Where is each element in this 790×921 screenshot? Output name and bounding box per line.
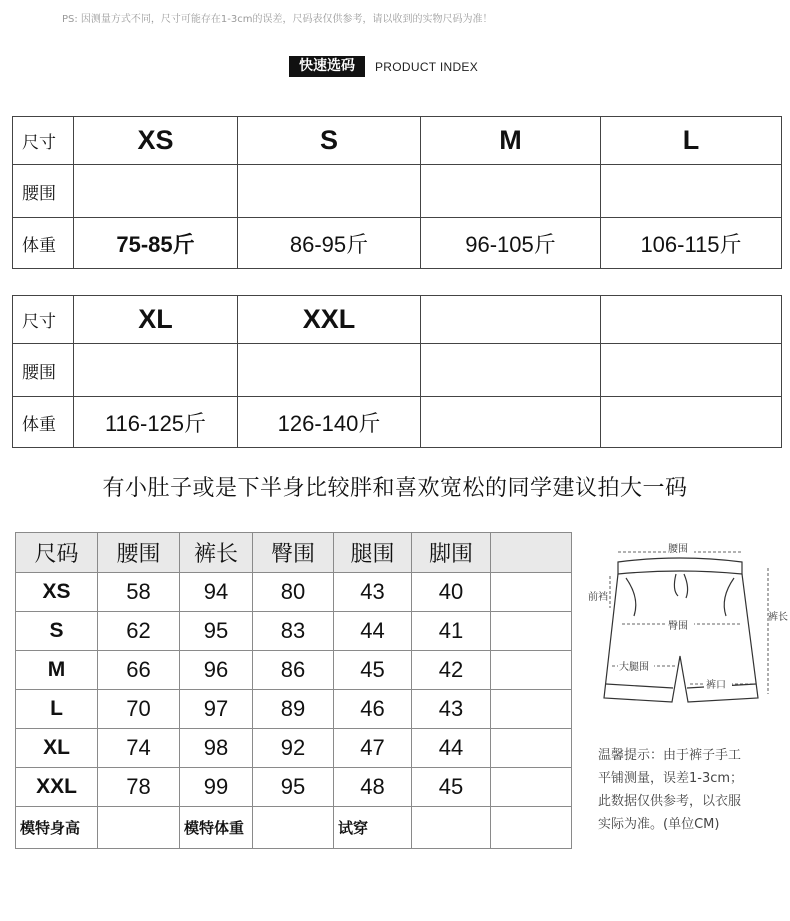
size-label: 尺寸 xyxy=(13,117,74,165)
thigh-value: 43 xyxy=(334,573,412,612)
hem-value: 43 xyxy=(412,690,491,729)
empty-cell xyxy=(491,651,572,690)
waist-cell xyxy=(421,165,601,218)
waist-value: 74 xyxy=(98,729,180,768)
hem-value: 44 xyxy=(412,729,491,768)
header-thigh: 腿围 xyxy=(334,533,412,573)
try-on-label: 试穿 xyxy=(334,807,412,849)
length-value: 98 xyxy=(180,729,253,768)
size-row xyxy=(13,117,782,165)
drawstring xyxy=(674,574,687,598)
header-hip: 臀围 xyxy=(253,533,334,573)
waist-label: 腰围 xyxy=(13,344,74,397)
waist-value: 78 xyxy=(98,768,180,807)
weight-cell: 106-115斤 xyxy=(601,218,782,269)
waist-value: 58 xyxy=(98,573,180,612)
header-waist: 腰围 xyxy=(98,533,180,573)
size-cell: XS xyxy=(74,117,238,165)
hem-value: 42 xyxy=(412,651,491,690)
hip-value: 83 xyxy=(253,612,334,651)
thigh-diagram-label: 大腿围 xyxy=(619,662,649,673)
hem-value: 41 xyxy=(412,612,491,651)
try-on-value xyxy=(412,807,491,849)
thigh-value: 48 xyxy=(334,768,412,807)
hip-value: 86 xyxy=(253,651,334,690)
hem-value: 40 xyxy=(412,573,491,612)
shorts-outline xyxy=(604,574,758,702)
length-value: 96 xyxy=(180,651,253,690)
table-row xyxy=(16,612,572,651)
rise-diagram-label: 前裆 xyxy=(588,592,608,603)
tip-line: 平铺测量，误差1-3cm； xyxy=(598,771,744,786)
table-row xyxy=(16,573,572,612)
tip-line: 实际为准。(单位CM) xyxy=(598,817,720,832)
waist-diagram-label: 腰围 xyxy=(668,544,688,555)
waist-value: 62 xyxy=(98,612,180,651)
weight-cell: 86-95斤 xyxy=(238,218,421,269)
thigh-value: 47 xyxy=(334,729,412,768)
size-cell: L xyxy=(601,117,782,165)
model-weight-value xyxy=(253,807,334,849)
weight-row xyxy=(13,218,782,269)
measurement-tip xyxy=(598,744,788,836)
waist-cell xyxy=(74,344,238,397)
empty-cell xyxy=(491,768,572,807)
weight-cell: 126-140斤 xyxy=(238,397,421,448)
size-cell: XS xyxy=(16,573,98,612)
model-height-label: 模特身高 xyxy=(16,807,98,849)
hip-value: 89 xyxy=(253,690,334,729)
length-value: 95 xyxy=(180,612,253,651)
thigh-value: 44 xyxy=(334,612,412,651)
disclaimer-note: PS: 因测量方式不同，尺寸可能存在1-3cm的误差，尺码表仅供参考，请以收到的实物尺码为准！ xyxy=(62,14,493,25)
weight-cell xyxy=(421,397,601,448)
header-length: 裤长 xyxy=(180,533,253,573)
weight-row xyxy=(13,397,782,448)
table-row xyxy=(16,768,572,807)
header-hem: 脚围 xyxy=(412,533,491,573)
waist-cell xyxy=(238,165,421,218)
left-hem xyxy=(606,684,673,688)
waist-value: 70 xyxy=(98,690,180,729)
quick-size-table-2 xyxy=(12,295,782,448)
thigh-value: 45 xyxy=(334,651,412,690)
hem-value: 45 xyxy=(412,768,491,807)
waist-cell xyxy=(601,344,782,397)
hip-value: 80 xyxy=(253,573,334,612)
size-advice: 有小肚子或是下半身比较胖和喜欢宽松的同学建议拍大一码 xyxy=(102,476,688,501)
size-cell: XL xyxy=(74,296,238,344)
size-cell: M xyxy=(16,651,98,690)
size-cell xyxy=(601,296,782,344)
length-diagram-label: 裤长 xyxy=(768,612,788,623)
hem-diagram-label: 裤口 xyxy=(706,680,726,691)
size-cell xyxy=(421,296,601,344)
model-info-row xyxy=(16,807,572,849)
banner-subtitle: PRODUCT INDEX xyxy=(375,59,479,74)
empty-cell xyxy=(491,612,572,651)
waist-cell xyxy=(238,344,421,397)
table-row xyxy=(16,729,572,768)
weight-label: 体重 xyxy=(13,397,74,448)
hip-diagram-label: 臀围 xyxy=(668,621,688,632)
length-value: 94 xyxy=(180,573,253,612)
waist-cell xyxy=(74,165,238,218)
waist-row xyxy=(13,165,782,218)
size-cell: L xyxy=(16,690,98,729)
hip-value: 95 xyxy=(253,768,334,807)
weight-cell: 75-85斤 xyxy=(74,218,238,269)
size-cell: S xyxy=(16,612,98,651)
waist-cell xyxy=(421,344,601,397)
waist-cell xyxy=(601,165,782,218)
hip-value: 92 xyxy=(253,729,334,768)
tip-line: 温馨提示：由于裤子手工 xyxy=(598,748,742,763)
quick-size-table-1 xyxy=(12,116,782,269)
model-weight-label: 模特体重 xyxy=(180,807,253,849)
weight-cell: 116-125斤 xyxy=(74,397,238,448)
size-cell: XXL xyxy=(16,768,98,807)
size-row xyxy=(13,296,782,344)
size-cell: S xyxy=(238,117,421,165)
empty-cell xyxy=(491,573,572,612)
waist-value: 66 xyxy=(98,651,180,690)
length-value: 99 xyxy=(180,768,253,807)
size-cell: XL xyxy=(16,729,98,768)
measurement-table xyxy=(15,532,572,849)
weight-label: 体重 xyxy=(13,218,74,269)
banner-title: 快速选码 xyxy=(289,56,365,77)
header-size: 尺码 xyxy=(16,533,98,573)
table-row xyxy=(16,651,572,690)
waist-row xyxy=(13,344,782,397)
size-cell: XXL xyxy=(238,296,421,344)
length-value: 97 xyxy=(180,690,253,729)
waistband-outline xyxy=(618,558,742,574)
empty-cell xyxy=(491,807,572,849)
table-header-row xyxy=(16,533,572,573)
tip-line: 此数据仅供参考，以衣服 xyxy=(598,794,742,809)
empty-cell xyxy=(491,729,572,768)
waist-label: 腰围 xyxy=(13,165,74,218)
left-pocket xyxy=(626,578,636,616)
header-empty xyxy=(491,533,572,573)
shorts-measurement-diagram xyxy=(582,538,788,718)
right-pocket xyxy=(724,578,734,616)
empty-cell xyxy=(491,690,572,729)
weight-cell xyxy=(601,397,782,448)
thigh-value: 46 xyxy=(334,690,412,729)
model-height-value xyxy=(98,807,180,849)
product-index-banner xyxy=(289,56,478,77)
weight-cell: 96-105斤 xyxy=(421,218,601,269)
table-row xyxy=(16,690,572,729)
size-label: 尺寸 xyxy=(13,296,74,344)
size-cell: M xyxy=(421,117,601,165)
